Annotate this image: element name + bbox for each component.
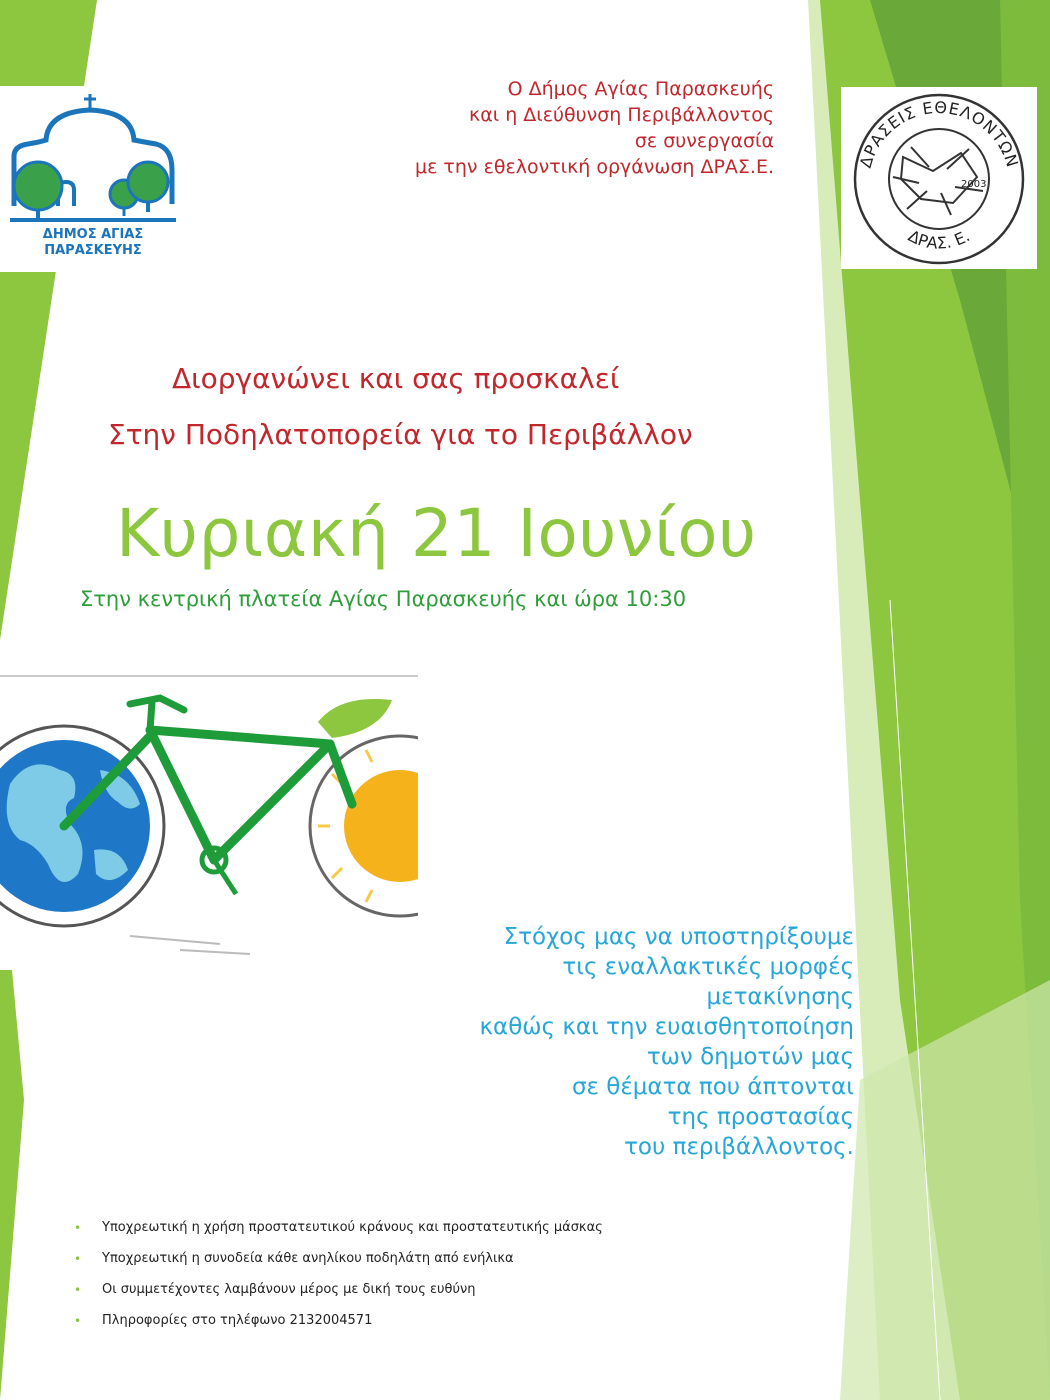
note-text: Υποχρεωτική η συνοδεία κάθε ανηλίκου ποδηλάτη από ενήλικα [102, 1251, 514, 1266]
note-text: Πληροφορίες στο τηλέφωνο 2132004571 [102, 1313, 373, 1328]
logo-left-line1: ΔΗΜΟΣ ΑΓΙΑΣ [42, 227, 144, 242]
leaf-seat-icon [318, 699, 392, 738]
goal-line: του περιβάλλοντος. [624, 1134, 854, 1160]
invitation-line-2: Στην Ποδηλατοπορεία για το Περιβάλλον [108, 418, 693, 451]
logo-right-year: 2003 [961, 179, 987, 190]
logo-right-arc-bottom: ΔΡΑΣ. Ε. [905, 226, 973, 253]
organizers-line: και η Διεύθυνση Περιβάλλοντος [469, 104, 774, 126]
note-item [74, 1249, 834, 1280]
church-trees-icon [0, 86, 186, 272]
organizers-line: σε συνεργασία [634, 130, 774, 152]
municipality-logo [0, 86, 186, 272]
note-item [74, 1311, 834, 1342]
bullet-icon: • [74, 1221, 82, 1235]
goal-line: Στόχος μας να υποστηρίξουμε [503, 924, 854, 950]
bullet-icon: • [74, 1283, 82, 1297]
goal-text [294, 922, 854, 1162]
note-item [74, 1218, 834, 1249]
event-place: Στην κεντρική πλατεία Αγίας Παρασκευής και ώρα 10:30 [80, 587, 687, 611]
note-item [74, 1280, 834, 1311]
bullet-icon: • [74, 1314, 82, 1328]
organizers-line: με την εθελοντική οργάνωση ΔΡΑΣ.Ε. [415, 156, 774, 178]
volunteers-logo [841, 87, 1037, 269]
note-text: Υποχρεωτική η χρήση προστατευτικού κράνους και προστατευτικής μάσκας [102, 1220, 603, 1235]
invitation-line-1: Διοργανώνει και σας προσκαλεί [172, 362, 620, 395]
organizers-line: Ο Δήμος Αγίας Παρασκευής [507, 78, 774, 100]
goal-line: της προστασίας [667, 1104, 854, 1130]
event-date: Κυριακή 21 Ιουνίου [116, 495, 757, 572]
goal-line: των δημοτών μας [646, 1044, 854, 1070]
goal-line: τις εναλλακτικές μορφές [562, 954, 854, 980]
goal-line: σε θέματα που άπτονται [571, 1074, 854, 1100]
goal-line: μετακίνησης [706, 984, 854, 1010]
organizers-text [214, 76, 774, 180]
goal-line: καθώς και την ευαισθητοποίηση [479, 1014, 854, 1040]
bullet-icon: • [74, 1252, 82, 1266]
notes-list [74, 1218, 834, 1342]
logo-left-line2: ΠΑΡΑΣΚΕΥΗΣ [44, 243, 142, 258]
sun-icon [344, 770, 418, 882]
note-text: Οι συμμετέχοντες λαμβάνουν μέρος με δική τους ευθύνη [102, 1282, 476, 1297]
joined-hands-icon [841, 87, 1037, 269]
logo-right-arc-top: ΔΡΑΣΕΙΣ ΕΘΕΛΟΝΤΩΝ [855, 97, 1023, 170]
